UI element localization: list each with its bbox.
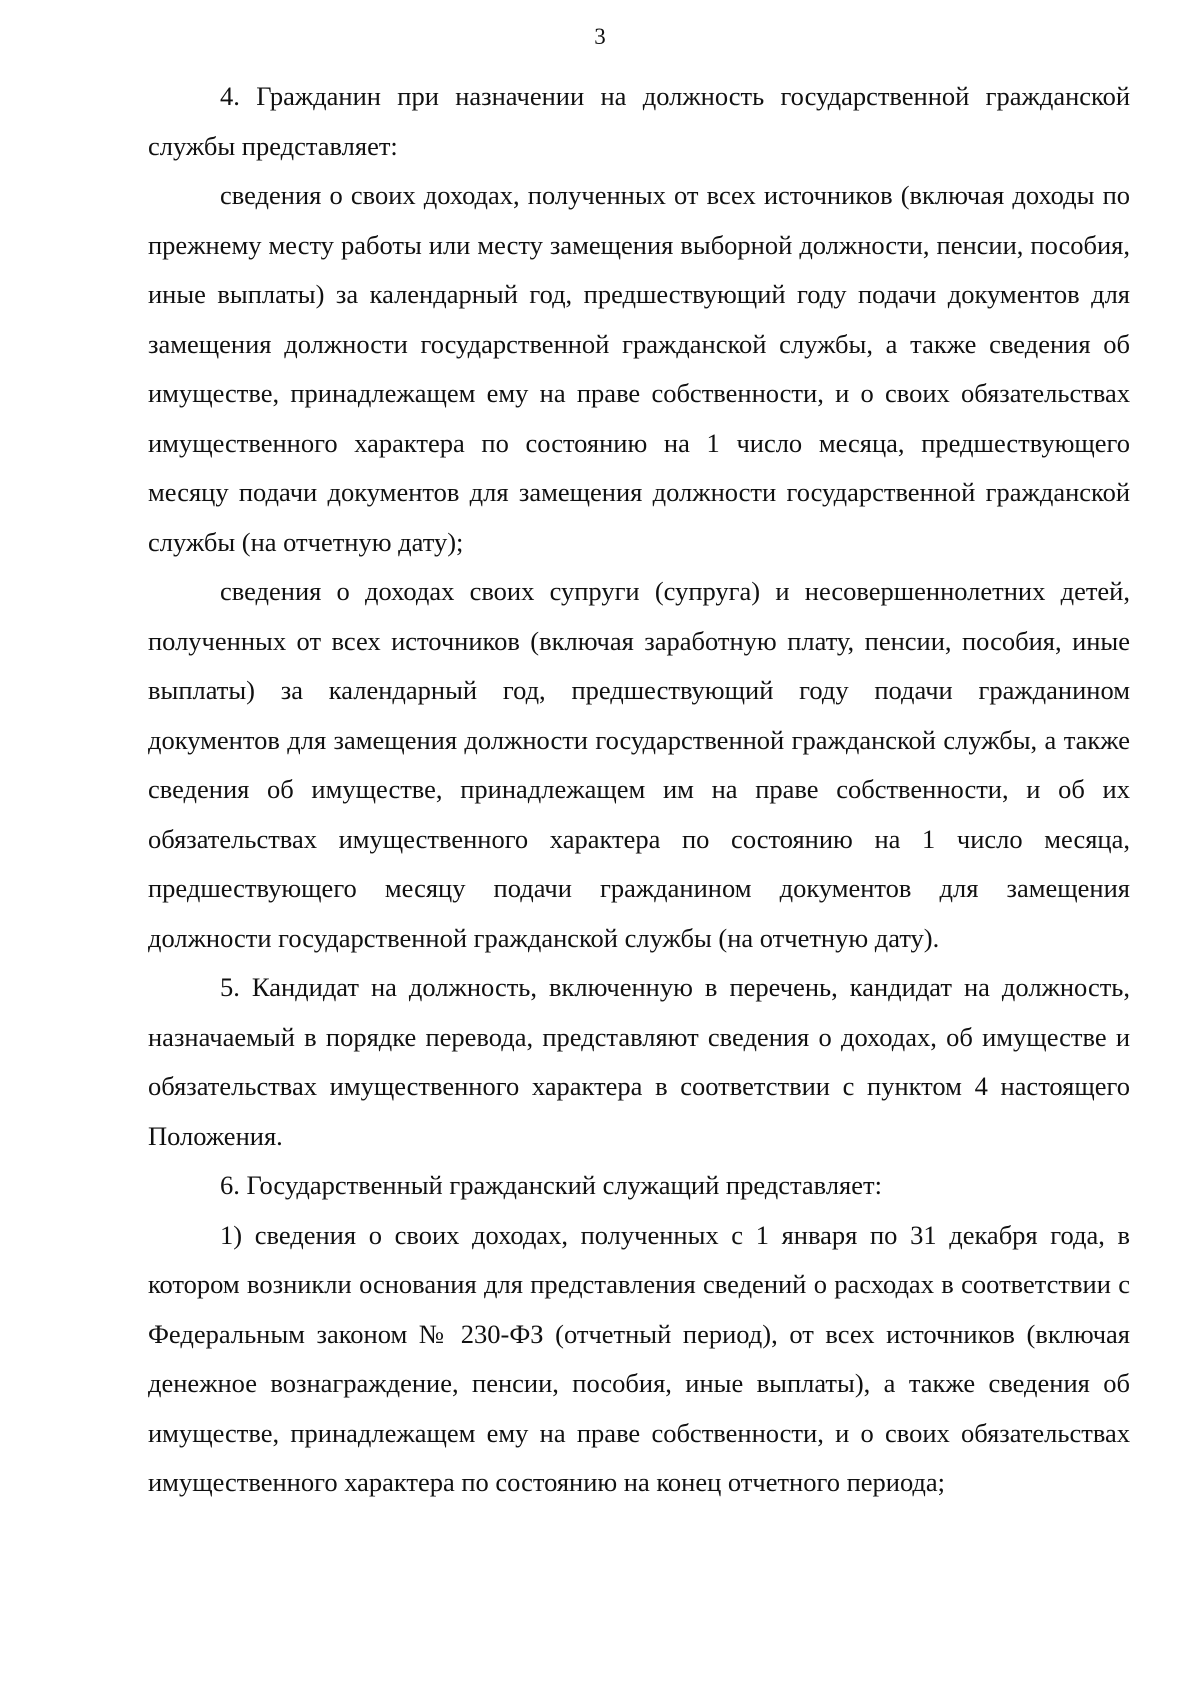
paragraph-item-6-subitem-1: 1) сведения о своих доходах, полученных с 1 января по 31 декабря года, в котором возникли основания для представления сведений о расходах в соответствии с Федеральным законом № 230-ФЗ (отчетный период), от всех источников (включая денежное вознаграждение, пенсии, пособия, иные выплаты), а также сведения об имуществе, принадлежащем ему на праве собственности, и о своих обязательствах имущественного характера по состоянию на конец отчетного периода; (148, 1219, 1130, 1497)
paragraph-item-4: 4. Гражданин при назначении на должность государственной гражданской службы представляет: (148, 81, 1130, 161)
paragraph-citizen-own-income: сведения о своих доходах, полученных от всех источников (включая доходы по прежнему месту работы или месту замещения выборной должности, пенсии, пособия, иные выплаты) за календарный год, предшествующий году подачи документов для замещения должности государственной гражданской службы, а также сведения об имуществе, принадлежащем ему на праве собственности, и о своих обязательствах имущественного характера по состоянию на 1 число месяца, предшествующего месяцу подачи документов для замещения должности государственной гражданской службы (на отчетную дату); (148, 180, 1130, 557)
document-body (148, 72, 1130, 1508)
paragraph-citizen-family-income: сведения о доходах своих супруги (супруга) и несовершеннолетних детей, полученных от всех источников (включая заработную плату, пенсии, пособия, иные выплаты) за календарный год, предшествующий году подачи гражданином документов для замещения должности государственной гражданской службы, а также сведения об имуществе, принадлежащем им на праве собственности, и об их обязательствах имущественного характера по состоянию на 1 число месяца, предшествующего месяцу подачи гражданином документов для замещения должности государственной гражданской службы (на отчетную дату). (148, 576, 1130, 953)
paragraph-item-6: 6. Государственный гражданский служащий представляет: (220, 1170, 882, 1200)
paragraph-item-5: 5. Кандидат на должность, включенную в перечень, кандидат на должность, назначаемый в порядке перевода, представляют сведения о доходах, об имуществе и обязательствах имущественного характера в соответствии с пунктом 4 настоящего Положения. (148, 972, 1130, 1151)
page-number: 3 (594, 24, 606, 49)
